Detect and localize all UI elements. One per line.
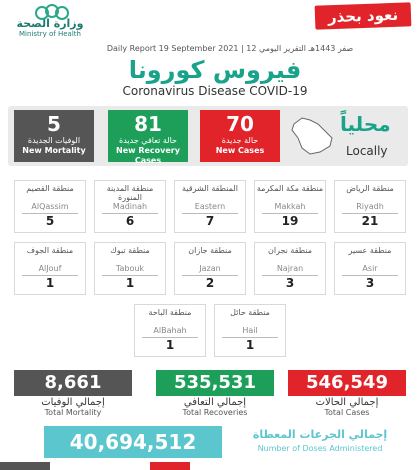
region-name-ar: منطقة تبوك (110, 246, 150, 255)
region-name-ar: منطقة نجران (267, 246, 313, 255)
title-english: Coronavirus Disease COVID-19 (122, 84, 308, 98)
region-value: 1 (245, 338, 255, 352)
region-name-en: Hail (242, 326, 258, 335)
region-card (254, 242, 326, 295)
total-cases-value: 546,549 (288, 370, 406, 396)
region-value: 1 (165, 338, 175, 352)
daily-summary-card (8, 106, 408, 166)
doses-label-ar: إجمالي الجرعات المعطاة (252, 428, 388, 441)
region-name-en: Tabouk (115, 264, 145, 273)
region-card (14, 242, 86, 295)
total-cases-label-en: Total Cases (324, 408, 370, 417)
region-card (94, 180, 166, 233)
doses-value: 40,694,512 (44, 426, 222, 458)
region-card (134, 304, 206, 357)
region-name-ar: منطقة الجوف (26, 246, 74, 255)
report-date-line: Daily Report 19 September 2021 | 12 صفر 1443هـ التقرير اليومي (106, 44, 354, 53)
total-mortality-value: 8,661 (14, 370, 132, 396)
region-name-ar: منطقة الباحة (148, 308, 192, 317)
region-name-en: Madinah (112, 202, 148, 211)
region-name-ar: منطقة القصيم (26, 184, 74, 193)
region-name-ar: المنطقة الشرقية (182, 184, 238, 193)
new-cases-label-ar: حالة جديدة (221, 136, 259, 145)
region-card (14, 180, 86, 233)
region-value: 1 (45, 276, 55, 290)
region-value: 6 (125, 214, 135, 228)
new-recovery-label-ar: حالة تعافي جديدة (119, 136, 177, 145)
locally-label-ar: محلياً (340, 112, 391, 136)
region-name-en: Riyadh (356, 202, 384, 211)
region-name-en: Asir (362, 264, 378, 273)
new-mortality-label-en: New Mortality (22, 146, 86, 155)
region-card (94, 242, 166, 295)
bottom-strip-decoration (0, 462, 419, 470)
moh-logo-icon (35, 4, 65, 18)
region-value: 1 (125, 276, 135, 290)
region-card (174, 242, 246, 295)
region-card (254, 180, 326, 233)
new-cases-value: 70 (226, 112, 254, 136)
region-name-en: Najran (276, 264, 304, 273)
title-arabic: فيروس كورونا (128, 56, 302, 84)
region-name-ar: منطقة مكة المكرمة (256, 184, 324, 193)
region-card (214, 304, 286, 357)
new-cases-box (200, 110, 280, 162)
locally-label-en: Locally (346, 144, 388, 158)
region-value: 3 (285, 276, 295, 290)
region-name-ar: منطقة عسير (348, 246, 392, 255)
total-mortality-label-en: Total Mortality (44, 408, 102, 417)
region-name-en: Jazan (199, 264, 221, 273)
new-recovery-value: 81 (134, 112, 162, 136)
region-value: 7 (205, 214, 215, 228)
total-recoveries-label-en: Total Recoveries (182, 408, 248, 417)
region-value: 21 (361, 214, 379, 228)
region-value: 2 (205, 276, 215, 290)
new-recovery-box (108, 110, 188, 165)
region-name-en: Eastern (194, 202, 226, 211)
slogan-badge: نعود بحذر (315, 2, 412, 29)
moh-logo (8, 4, 92, 48)
region-name-ar: منطقة جازان (188, 246, 232, 255)
region-name-en: Makkah (274, 202, 306, 211)
total-mortality-label-ar: إجمالي الوفيات (41, 397, 105, 408)
new-mortality-value: 5 (47, 112, 61, 136)
new-mortality-box (14, 110, 94, 162)
total-recoveries-box (156, 370, 274, 417)
ministry-name-en: Ministry of Health (19, 30, 81, 38)
new-cases-label-en: New Cases (215, 146, 265, 155)
total-recoveries-value: 535,531 (156, 370, 274, 396)
total-mortality-box (14, 370, 132, 417)
region-name-en: AlBahah (153, 326, 187, 335)
total-cases-label-ar: إجمالي الحالات (315, 397, 379, 408)
saudi-map-icon (288, 114, 334, 156)
region-value: 19 (281, 214, 299, 228)
region-card (334, 180, 406, 233)
total-cases-box (288, 370, 406, 417)
region-name-ar: منطقة الرياض (346, 184, 394, 193)
region-card (174, 180, 246, 233)
region-value: 3 (365, 276, 375, 290)
region-name-ar: منطقة المدينة المنورة (106, 184, 154, 202)
region-card (334, 242, 406, 295)
doses-administered-box (44, 426, 412, 458)
region-name-ar: منطقة حائل (230, 308, 270, 317)
new-recovery-label-en: New Recovery Cases (116, 146, 180, 165)
region-value: 5 (45, 214, 55, 228)
doses-label-en: Number of Doses Administered (257, 444, 383, 453)
region-name-en: AlQassim (31, 202, 69, 211)
ministry-name-ar: وزارة الصحة (16, 17, 84, 30)
total-recoveries-label-ar: إجمالي التعافي (183, 397, 247, 408)
region-name-en: AlJouf (38, 264, 62, 273)
new-mortality-label-ar: الوفيات الجديدة (27, 136, 81, 145)
